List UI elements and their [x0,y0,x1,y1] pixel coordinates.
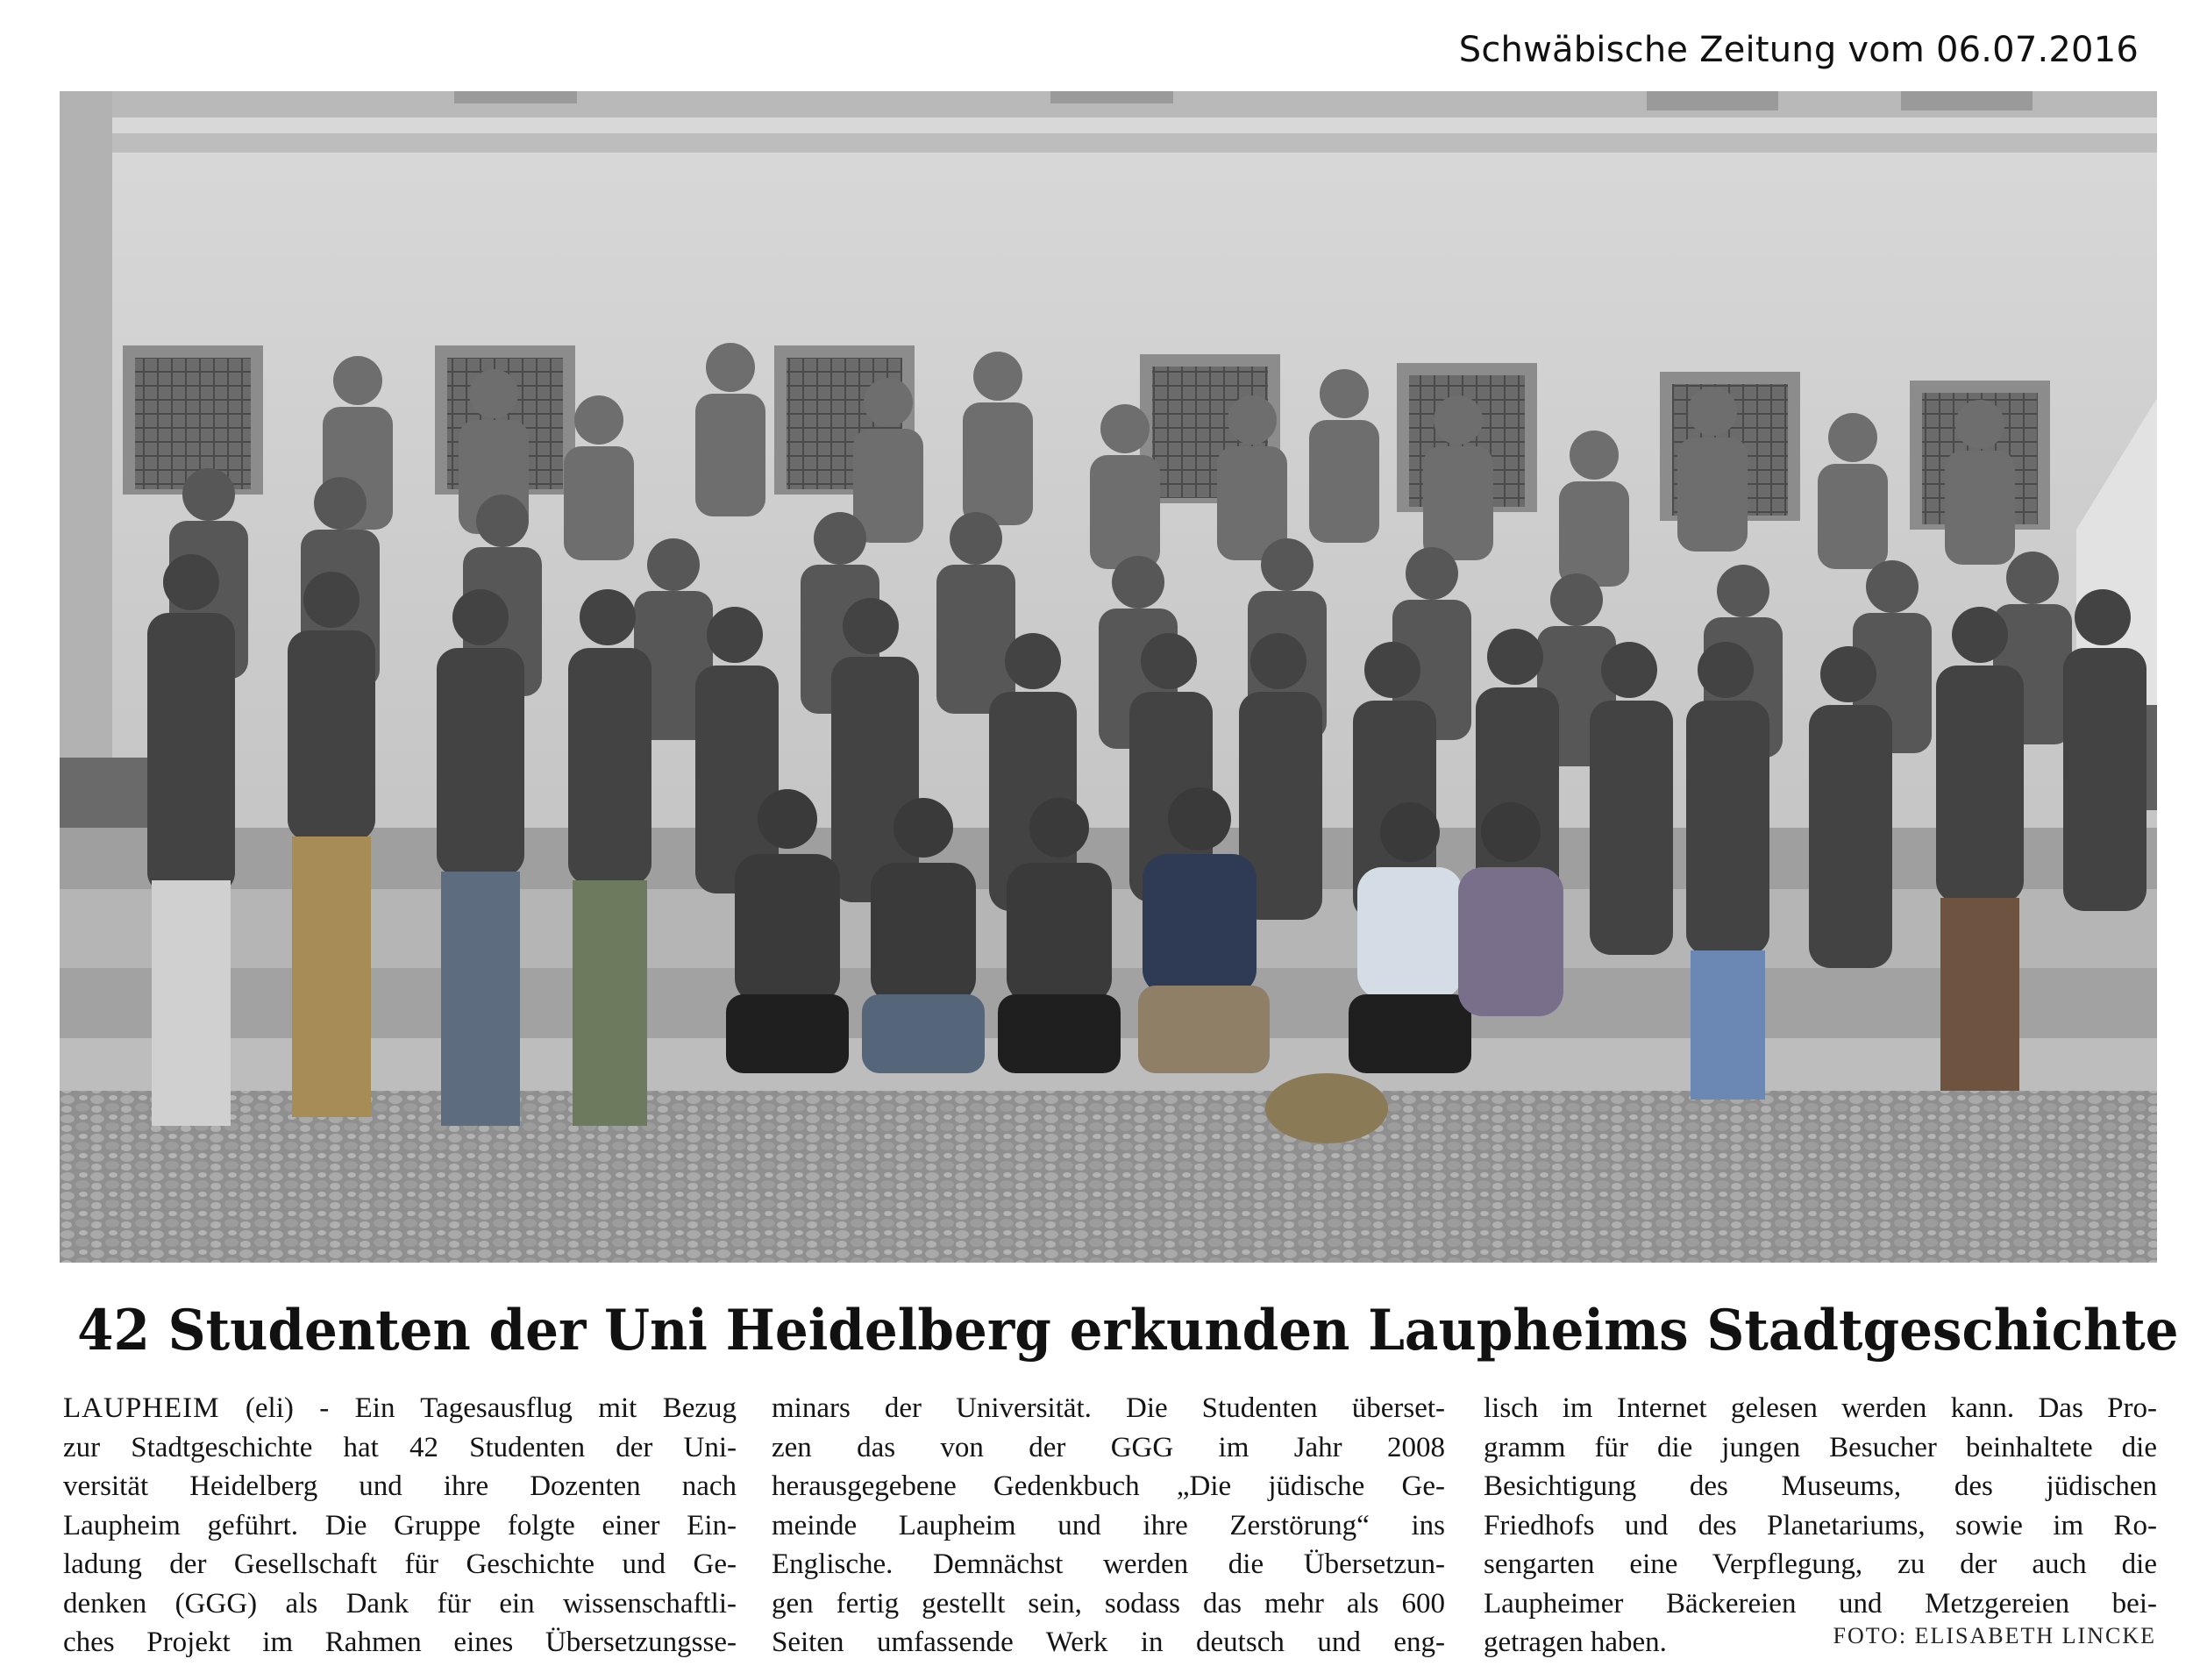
article-text: Laupheimer Bäckereien und Metzgereien bei- [1484,1587,2157,1619]
article-text: (eli) - Ein Tagesausflug mit Bezug [245,1392,737,1424]
dateline: LAUPHEIM [63,1392,220,1424]
article-line [1484,1467,2157,1506]
article-text: versität Heidelberg und ihre Dozenten nach [63,1470,737,1502]
group-photo-image [60,91,2157,1263]
article-text: zen das von der GGG im Jahr 2008 [772,1431,1445,1463]
article-line [63,1389,737,1428]
article-column-3 [1484,1389,2157,1662]
group-photo [60,91,2157,1263]
headline: 42 Studenten der Uni Heidelberg erkunden Laupheims Stadtgeschichte [77,1298,2179,1363]
article-line [1484,1428,2157,1468]
article-text: minars der Universität. Die Studenten überset- [772,1392,1445,1424]
article-line [63,1623,737,1662]
article-text: zur Stadtgeschichte hat 42 Studenten der Uni- [63,1431,737,1463]
article-text: getragen haben. [1484,1627,1667,1658]
article-text: ches Projekt im Rahmen eines Übersetzungsse- [63,1627,737,1658]
article-text: gen fertig gestellt sein, sodass das mehr als 600 [772,1587,1445,1619]
article-text: Besichtigung des Museums, des jüdischen [1484,1470,2157,1502]
article-text: Laupheim geführt. Die Gruppe folgte einer Ein- [63,1509,737,1541]
article-text: meinde Laupheim und ihre Zerstörung“ ins [772,1509,1445,1541]
article-line [63,1467,737,1506]
article-line [772,1623,1445,1662]
article-text: herausgegebene Gedenkbuch „Die jüdische Ge- [772,1470,1445,1502]
article-line [772,1389,1445,1428]
article-line [772,1428,1445,1468]
article-text: denken (GGG) als Dank für ein wissenschaftli- [63,1587,737,1619]
article-line [772,1584,1445,1624]
article-column-2 [772,1389,1445,1662]
article-column-1 [63,1389,737,1662]
article-line [1484,1584,2157,1624]
article-text: ladung der Gesellschaft für Geschichte und Ge- [63,1548,737,1580]
article-text: gramm für die jungen Besucher beinhaltete die [1484,1431,2157,1463]
article-line [63,1506,737,1546]
photo-credit: FOTO: ELISABETH LINCKE [1833,1623,2156,1648]
article-text: Friedhofs und des Planetariums, sowie im Ro- [1484,1509,2157,1541]
article-line [772,1545,1445,1584]
article-line [772,1467,1445,1506]
article-line [63,1428,737,1468]
article-text: Englische. Demnächst werden die Übersetzun- [772,1548,1445,1580]
article-text: Seiten umfassende Werk in deutsch und eng- [772,1627,1445,1658]
article-line [772,1506,1445,1546]
article-line [63,1545,737,1584]
article-text: sengarten eine Verpflegung, zu der auch die [1484,1548,2157,1580]
article-line [1484,1506,2157,1546]
article-line [63,1584,737,1624]
article-line [1484,1545,2157,1584]
article-line [1484,1389,2157,1428]
article-text: lisch im Internet gelesen werden kann. Das Pro- [1484,1392,2157,1424]
source-line: Schwäbische Zeitung vom 06.07.2016 [1458,30,2139,70]
